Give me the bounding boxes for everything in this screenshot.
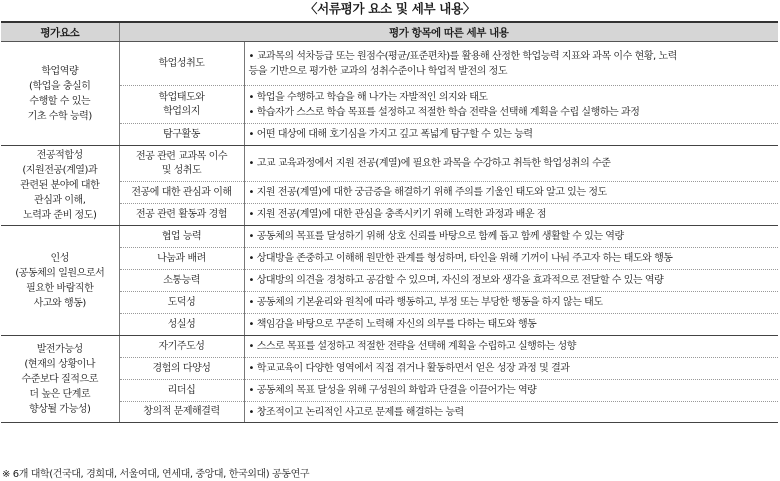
- table-row: [1, 226, 778, 248]
- source-note: ※ 6개 대학(건국대, 경희대, 서울여대, 연세대, 중앙대, 한국외대) 공동연구: [2, 469, 310, 480]
- item-cell: 탐구활동: [119, 124, 244, 146]
- description-cell: • 학업을 수행하고 학습을 해 나가는 자발적인 의지와 태도 • 학습자가 스스로 학습 목표를 설정하고 적절한 학습 전략을 선택해 계획을 수립 실행하는 과정: [244, 86, 778, 124]
- description-cell: • 공동체의 목표를 달성하기 위해 상호 신뢰를 바탕으로 함께 돕고 함께 생활할 수 있는 역량: [244, 226, 778, 248]
- header-detail: 평가 항목에 따른 세부 내용: [119, 22, 778, 42]
- table-header-row: [1, 22, 778, 42]
- item-cell: 나눔과 배려: [119, 248, 244, 270]
- header-category: 평가요소: [1, 22, 119, 42]
- description-cell: • 상대방의 의견을 경청하고 공감할 수 있으며, 자신의 정보와 생각을 효과적으로 전달할 수 있는 역량: [244, 270, 778, 292]
- description-cell: • 책임감을 바탕으로 꾸준히 노력해 자신의 의무를 다하는 태도와 행동: [244, 314, 778, 336]
- description-cell: • 공동체의 기본윤리와 원칙에 따라 행동하고, 부정 또는 부당한 행동을 하지 않는 태도: [244, 292, 778, 314]
- item-cell: 전공 관련 활동과 경험: [119, 204, 244, 226]
- category-cell: 발전가능성 (현재의 상황이나 수준보다 질적으로 더 높은 단계로 향상될 가능성): [1, 336, 119, 423]
- description-cell: • 어떤 대상에 대해 호기심을 가지고 깊고 폭넓게 탐구할 수 있는 능력: [244, 124, 778, 146]
- description-cell: • 지원 전공(계열)에 대한 궁금증을 해결하기 위해 주의를 기울인 태도와 알고 있는 정도: [244, 182, 778, 204]
- description-cell: • 스스로 목표를 설정하고 적절한 전략을 선택해 계획을 수립하고 실행하는 성향: [244, 336, 778, 358]
- item-cell: 도덕성: [119, 292, 244, 314]
- description-cell: • 상대방을 존중하고 이해해 원만한 관계를 형성하며, 타인을 위해 기꺼이 나눠 주고자 하는 태도와 행동: [244, 248, 778, 270]
- description-cell: • 지원 전공(계열)에 대한 관심을 충족시키기 위해 노력한 과정과 배운 점: [244, 204, 778, 226]
- table-row: [1, 336, 778, 358]
- description-cell: • 공동체의 목표 달성을 위해 구성원의 화합과 단결을 이끌어가는 역량: [244, 380, 778, 402]
- category-cell: 전공적합성 (지원전공(계열)과 관련된 분야에 대한 관심과 이해, 노력과 준비 정도): [1, 146, 119, 226]
- table-row: [1, 146, 778, 182]
- table-body: [1, 42, 778, 423]
- item-cell: 자기주도성: [119, 336, 244, 358]
- description-cell: • 고교 교육과정에서 지원 전공(계열)에 필요한 과목을 수강하고 취득한 학업성취의 수준: [244, 146, 778, 182]
- item-cell: 전공 관련 교과목 이수 및 성취도: [119, 146, 244, 182]
- item-cell: 학업성취도: [119, 42, 244, 86]
- item-cell: 소통능력: [119, 270, 244, 292]
- description-cell: • 학교교육이 다양한 영역에서 직접 겪거나 활동하면서 얻은 성장 과정 및 결과: [244, 358, 778, 380]
- item-cell: 협업 능력: [119, 226, 244, 248]
- criteria-table: [1, 21, 778, 423]
- item-cell: 리더십: [119, 380, 244, 402]
- category-cell: 인성 (공동체의 일원으로서 필요한 바람직한 사고와 행동): [1, 226, 119, 336]
- item-cell: 경험의 다양성: [119, 358, 244, 380]
- item-cell: 학업태도와 학업의지: [119, 86, 244, 124]
- description-cell: • 교과목의 석차등급 또는 원점수(평균/표준편차)를 활용해 산정한 학업능력 지표와 과목 이수 현황, 노력 등을 기반으로 평가한 교과의 성취수준이나 학업적 발전의 정도: [244, 42, 778, 86]
- description-cell: • 창조적이고 논리적인 사고로 문제를 해결하는 능력: [244, 402, 778, 423]
- document-title: 〈서류평가 요소 및 세부 내용〉: [304, 1, 476, 16]
- category-cell: 학업역량 (학업을 충실히 수행할 수 있는 기초 수학 능력): [1, 42, 119, 146]
- table-row: [1, 42, 778, 86]
- item-cell: 성실성: [119, 314, 244, 336]
- item-cell: 전공에 대한 관심과 이해: [119, 182, 244, 204]
- item-cell: 창의적 문제해결력: [119, 402, 244, 423]
